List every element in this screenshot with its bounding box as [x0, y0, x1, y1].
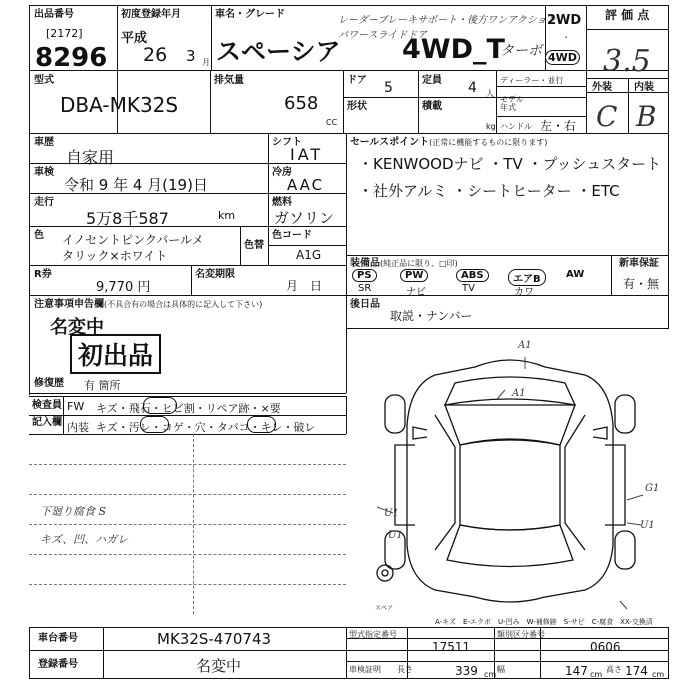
fw-row-head: FW — [67, 400, 85, 413]
certificate-label: 車検証明 — [349, 665, 381, 674]
car-name-label: 車名・グレード — [215, 9, 285, 20]
damage-mark-4: U1 — [388, 530, 403, 541]
new-car-warranty-value: 有・無 — [623, 277, 660, 291]
selling-points-line-2: ・社外アルミ ・シートヒーター ・ETC — [358, 182, 620, 200]
grade-note-2: パワースライドドア — [338, 30, 427, 41]
fuel-value: ガソリン — [274, 209, 335, 227]
displacement-value: 658 — [284, 93, 319, 114]
after-delivery-label: 後日品 — [350, 299, 380, 310]
shape-label: 形状 — [347, 101, 367, 112]
kg-unit: kg — [486, 122, 496, 131]
color-line-1: イノセントピンクパールメ — [62, 233, 204, 247]
length-value: 339 — [455, 664, 478, 678]
type-spec-number: 17511 — [432, 640, 471, 654]
repair-history-label: 修復歴 — [34, 378, 64, 389]
color-change-label: 色替 — [244, 240, 264, 251]
handwritten-note-1: 下廻り腐食 S — [40, 505, 107, 518]
ac-label: 冷房 — [272, 167, 292, 178]
door-count: 5 — [384, 80, 393, 96]
damage-mark-1: A1 — [518, 340, 532, 351]
score-label: 評 価 点 — [605, 8, 650, 22]
first-registration-label: 初度登録年月 — [121, 9, 181, 20]
selling-points-label: セールスポイント(正常に機能するものに限ります) — [350, 137, 548, 148]
width-unit: cm — [590, 670, 603, 679]
equipment-item-1: PS — [352, 269, 377, 282]
handwritten-note-2: キズ、凹、ハガレ — [40, 533, 129, 546]
tobacco-circle — [247, 416, 276, 433]
stain-circle — [140, 416, 169, 433]
cc-unit: CC — [326, 118, 338, 127]
inspector-label-2: 記入欄 — [32, 417, 62, 428]
color-line-2: タリック×ホワイト — [62, 249, 168, 263]
lot-number: 8296 — [35, 43, 108, 73]
repair-history-value: 有 箇所 — [84, 379, 121, 392]
height-value: 174 — [625, 664, 648, 678]
equipment-item-5: AW — [566, 269, 585, 280]
fuel-label: 燃料 — [272, 197, 292, 208]
notice-text: 名変中 — [50, 317, 104, 338]
height-unit: cm — [652, 670, 665, 679]
name-deadline-label: 名変期限 — [195, 269, 235, 280]
drive-2wd-option: 2WD — [547, 13, 582, 28]
person-unit: 人 — [486, 89, 494, 98]
handle-value: 左・右 — [540, 119, 577, 133]
equipment-item-4: エアB — [508, 269, 546, 286]
notice-label: 注意事項申告欄(不具合有の場合は具体的に記入して下さい) — [34, 299, 263, 310]
stone-chip-circle — [143, 397, 177, 414]
new-car-warranty-label: 新車保証 — [619, 258, 659, 269]
type-spec-label: 型式指定番号 — [349, 630, 397, 639]
damage-mark-6: U1 — [640, 520, 655, 531]
color-code-value: A1G — [296, 248, 322, 262]
model-code: DBA-MK32S — [60, 93, 179, 117]
history-value: 自家用 — [66, 148, 115, 167]
interior-row-items: キズ・汚レ・コゲ・穴・タバコ・キレ・破レ — [96, 421, 316, 434]
km-unit: km — [218, 209, 236, 222]
width-value: 147 — [565, 664, 588, 678]
interior-label: 内装 — [634, 82, 654, 93]
load-label: 積載 — [422, 101, 442, 112]
model-year-label: モデル年式 — [500, 95, 524, 112]
ac-value: AAC — [287, 176, 325, 194]
capacity-value: 4 — [468, 80, 477, 96]
car-name: スペーシア — [216, 37, 341, 66]
model-label: 型式 — [34, 75, 54, 86]
equipment-item-bottom-2: ナビ — [406, 287, 426, 298]
damage-mark-3: U1 — [384, 508, 399, 519]
equipment-item-bottom-1: SR — [358, 283, 372, 294]
category-label: 類別区分番号 — [497, 630, 545, 639]
score-value: 3.5 — [603, 44, 651, 79]
damage-legend: A-キズ E-エクボ U-凹み W-補修跡 S-サビ C-腐食 XX-交換済 — [435, 618, 653, 626]
exterior-grade: C — [596, 100, 618, 133]
damage-mark-5: G1 — [645, 483, 660, 494]
height-label: 高さ — [606, 665, 622, 674]
equipment-item-bottom-4: カワ — [514, 287, 534, 298]
shift-value: IAT — [290, 145, 324, 164]
equipment-item-3: ABS — [456, 269, 489, 282]
length-unit: cm — [484, 670, 497, 679]
first-listing-stamp: 初出品 — [70, 334, 161, 374]
inspector-label-1: 検査員 — [32, 400, 62, 411]
grade-note-1: レーダーブレーキサポート・後方ワンアクション — [338, 15, 557, 26]
chassis-number: MK32S-470743 — [157, 630, 272, 648]
registration-number: 名変中 — [196, 657, 242, 675]
shift-label: シフト — [272, 137, 302, 148]
interior-row-head: 内装 — [67, 421, 89, 434]
drive-4wd-option-circled: 4WD — [545, 50, 580, 65]
length-label: 長さ — [397, 665, 413, 674]
damage-mark-2: A1 — [512, 388, 526, 399]
history-label: 車歴 — [34, 137, 54, 148]
category-number: 0606 — [590, 640, 621, 654]
registration-era: 平成 — [121, 31, 148, 46]
name-deadline-value: 月 日 — [286, 279, 323, 293]
drive-separator: ・ — [562, 33, 570, 42]
displacement-label: 排気量 — [214, 75, 244, 86]
equipment-label: 装備品(純正品に限り、□印) — [350, 258, 458, 269]
mileage-value: 5万8千587 — [86, 209, 169, 228]
mileage-label: 走行 — [34, 197, 54, 208]
spare-label: スペア — [375, 605, 394, 612]
color-label: 色 — [34, 230, 44, 241]
width-label: 幅 — [497, 665, 505, 674]
capacity-label: 定員 — [422, 75, 442, 86]
lot-sub-number: [2172] — [46, 27, 83, 40]
exterior-label: 外装 — [592, 82, 612, 93]
registration-month: 3 — [186, 47, 196, 65]
inspection-date: 令和 9 年 4 月(19)日 — [64, 176, 208, 194]
lot-number-label: 出品番号 — [34, 9, 74, 20]
selling-points-line-1: ・KENWOODナビ ・TV ・プッシュスタート — [358, 155, 662, 173]
after-delivery-items: 取説・ナンバー — [390, 309, 473, 323]
interior-grade: B — [636, 100, 657, 133]
dealer-label: ディーラー・並行 — [500, 76, 564, 85]
car-damage-diagram — [355, 335, 665, 620]
recycle-value: 9,770 円 — [96, 280, 151, 295]
door-label: ドア — [347, 75, 367, 86]
month-unit: 月 — [202, 58, 210, 67]
grade-main: 4WD_T — [402, 34, 505, 65]
recycle-label: R券 — [34, 269, 52, 280]
chassis-label: 車台番号 — [38, 633, 78, 644]
grade-suffix: ターボ — [500, 43, 542, 59]
inspection-label: 車検 — [34, 167, 54, 178]
equipment-item-bottom-3: TV — [462, 283, 475, 294]
equipment-item-2: PW — [400, 269, 428, 282]
color-code-label: 色コード — [272, 230, 312, 241]
fw-row-items: キズ・飛石・ヒビ割・リペア跡・×要 — [96, 402, 281, 415]
registration-label: 登録番号 — [38, 659, 78, 670]
registration-year: 26 — [143, 44, 168, 66]
handle-label: ハンドル — [500, 122, 532, 131]
